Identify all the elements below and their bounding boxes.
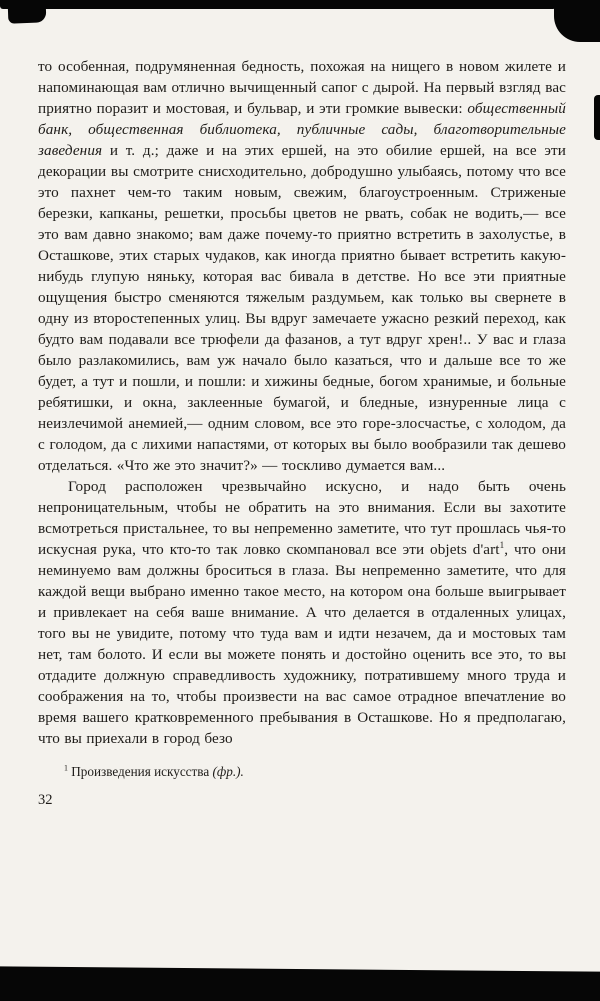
scan-artifact-top-right [554, 0, 600, 42]
text-run: , что они неминуемо вам должны броситься в глаза. Вы непременно заметите, что для каждой вещи выбрано именно такое место, на котором она больше выигрывает и привлекает на себя ваше внимание. А что делается в отдаленных улицах, того вы не увидите, потому что туда вам и идти незачем, да и мостовых там нет, там болото. И если вы можете понять и достойно оценить все это, то вы отдадите должную справедливость художнику, потратившему много труда и соображения на то, чтобы произвести на вас самое отрадное впечатление во время вашего кратковременного пребывания в Осташкове. Но я предполагаю, что вы приехали в город безо [38, 541, 566, 747]
footnote-language-note: (фр.). [212, 764, 244, 779]
scan-artifact-top-left [8, 0, 47, 24]
scan-artifact-bottom-bar [0, 975, 600, 1001]
page-content [38, 56, 566, 809]
page-text-block [38, 56, 566, 749]
footnote [38, 763, 566, 780]
text-run: то особенная, подрумяненная бедность, похожая на нищего в новом жилете и напоминающая вам отлично вычищенный сапог с дырой. На первый взгляд вас приятно поразит и мостовая, и бульвар, и эти громкие вывески: [38, 58, 566, 117]
scan-artifact-right-edge [594, 95, 600, 140]
footnote-text: Произведения искусства [67, 764, 213, 779]
footnote-marker: 1 [64, 763, 68, 773]
italic-text-run: общественный банк, общественная библиотека, публичные сады, благотворительные заведения [38, 100, 566, 159]
scan-artifact-top-bar [0, 0, 556, 9]
paragraph-1 [38, 56, 566, 476]
text-run: Город расположен чрезвычайно искусно, и надо быть очень непроницательным, чтобы не обратить на это внимания. Если вы захотите всмотреться пристальнее, то вы непременно заметите, что тут прошлась чья-то искусная рука, что кто-то так ловко скомпановал все эти objets d'art [38, 478, 566, 558]
paragraph-2 [38, 476, 566, 749]
text-run: и т. д.; даже и на этих ершей, на это обилие ершей, на все эти декорации вы смотрите снисходительно, добродушно улыбаясь, потому что все это пахнет чем-то таким новым, свежим, благоустроенным. Стриженые березки, капканы, решетки, просьбы цветов не рвать, собак не водить,— все это вам давно знакомо; вам даже почему-то приятно встретить в захолустье, в Осташкове, этих старых чудаков, как иногда приятно бывает встретить какую-нибудь глупую няньку, которая вас бивала в детстве. Но все эти приятные ощущения быстро сменяются тяжелым раздумьем, как только вы свернете в одну из второстепенных улиц. Вы вдруг замечаете ужасно резкий переход, как будто вам подавали все трюфели да фазанов, а тут вдруг хрен!.. У вас и глаза было разлакомились, вам уж начало было казаться, что и дальше все то же будет, а тут и пошли, и пошли: и хижины бедные, богом хранимые, и больные ребятишки, и окна, заклеенные бумагой, и бледные, изнуренные лица с неизлечимой анемией,— одним словом, все это горе-злосчастье, с холодом, да с голодом, да с лихими напастями, от которых вы было вообразили так дешево отделаться. «Что же это значит?» — тоскливо думается вам... [38, 142, 566, 474]
page-number: 32 [38, 792, 53, 808]
footnote-reference-superscript: 1 [499, 539, 505, 550]
